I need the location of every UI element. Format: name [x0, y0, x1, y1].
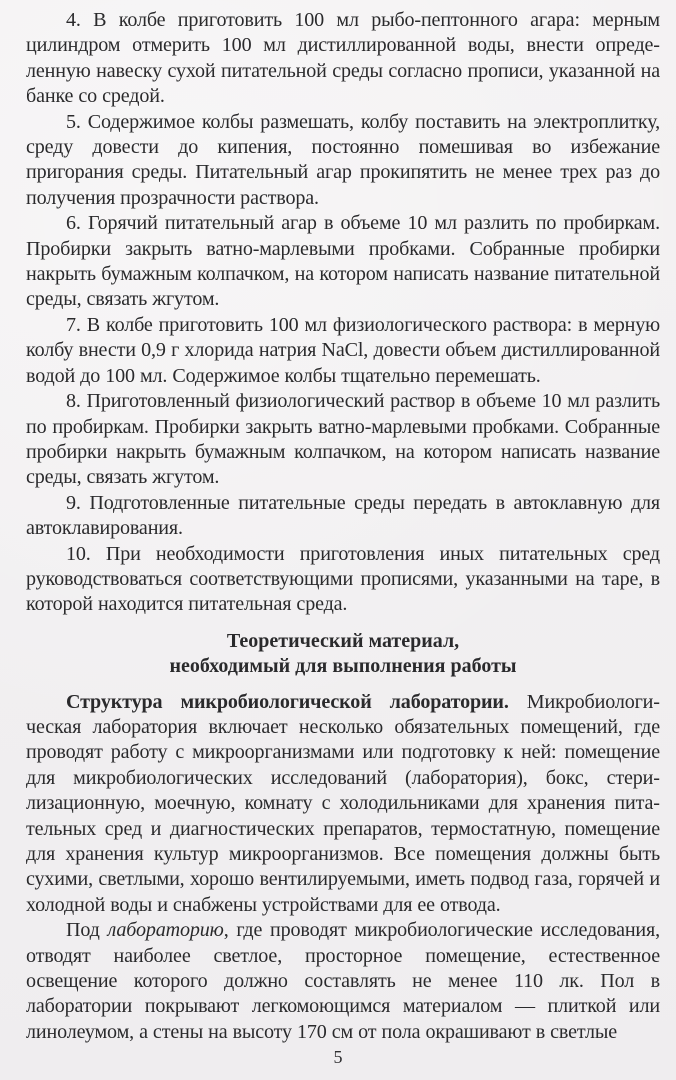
- laboratory-room-paragraph: [26, 918, 660, 1045]
- lab-structure-text: Микробиологическая лаборатория включает несколько обязательных помещений, где проводят работу с микроорганизмами или подготовку к ней: помещение для микробиологических исследований (лаборатория), бокс, стерилизационную, моечную, комнату с холодильниками для хранения питательных сред и диагностических препаратов, термостатную, помещение для хранения культур микроорганизмов. Все помещения должны быть сухими, светлыми, хорошо вентилируемыми, иметь подвод газа, горячей и холодной воды и снабжены устройствами для ее отвода.: [26, 690, 660, 916]
- page-number: 5: [333, 1047, 343, 1067]
- step-7-paragraph: 7. В колбе приготовить 100 мл физиологического раствора: в мерную колбу внести 0,9 г хлорида натрия NaCl, довести объем дистиллированной водой до 100 мл. Содержимое колбы тщательно перемешать.: [26, 313, 660, 387]
- section-heading: [26, 629, 660, 680]
- section-heading-line-2: необходимый для выполнения работы: [169, 655, 517, 678]
- laboratory-room-emphasis: лабораторию: [107, 919, 224, 942]
- page-body: [26, 8, 660, 1045]
- step-9-paragraph: 9. Подготовленные питательные среды передать в автоклавную для автоклавирования.: [26, 491, 660, 540]
- step-4-paragraph: 4. В колбе приготовить 100 мл рыбо-пептонного агара: мерным цилиндром отмерить 100 мл дистиллированной воды, внести определенную навеску сухой питательной среды согласно прописи, указанной на банке со средой.: [26, 9, 660, 108]
- section-heading-line-1: Теоретический материал,: [226, 629, 460, 652]
- laboratory-room-prefix: Под: [66, 919, 108, 942]
- lab-structure-paragraph: [26, 690, 660, 919]
- step-6-paragraph: 6. Горячий питательный агар в объеме 10 мл разлить по пробиркам. Пробирки закрыть ватно-марлевыми пробками. Собранные пробирки накрыть бумажным колпачком, на котором написать название питательной среды, связать жгутом.: [26, 212, 660, 311]
- step-8-paragraph: 8. Приготовленный физиологический раствор в объеме 10 мл разлить по пробиркам. Пробирки закрыть ватно-марлевыми пробками. Собранные пробирки накрыть бумажным колпачком, на котором написать название среды, связать жгутом.: [26, 390, 660, 489]
- step-10-paragraph: 10. При необходимости приготовления иных питательных сред руководствоваться соответствующими прописями, указанными на таре, в которой находится питательная среда.: [26, 542, 660, 616]
- lab-structure-term: Структура микробиологической лаборатории.: [66, 690, 509, 713]
- step-5-paragraph: 5. Содержимое колбы размешать, колбу поставить на электроплитку, среду довести до кипения, постоянно помешивая во избежание пригорания среды. Питательный агар прокипятить не менее трех раз до получения прозрачности раствора.: [26, 110, 660, 209]
- laboratory-room-text: , где проводят микробиологические исследования, отводят наиболее светлое, просторное помещение, естественное освещение которого должно составлять не менее 110 лк. Пол в лаборатории покрывают легкомоющимся материалом — плиткой или линолеумом, а стены на высоту 170 см от пола окрашивают в светлые: [26, 919, 661, 1043]
